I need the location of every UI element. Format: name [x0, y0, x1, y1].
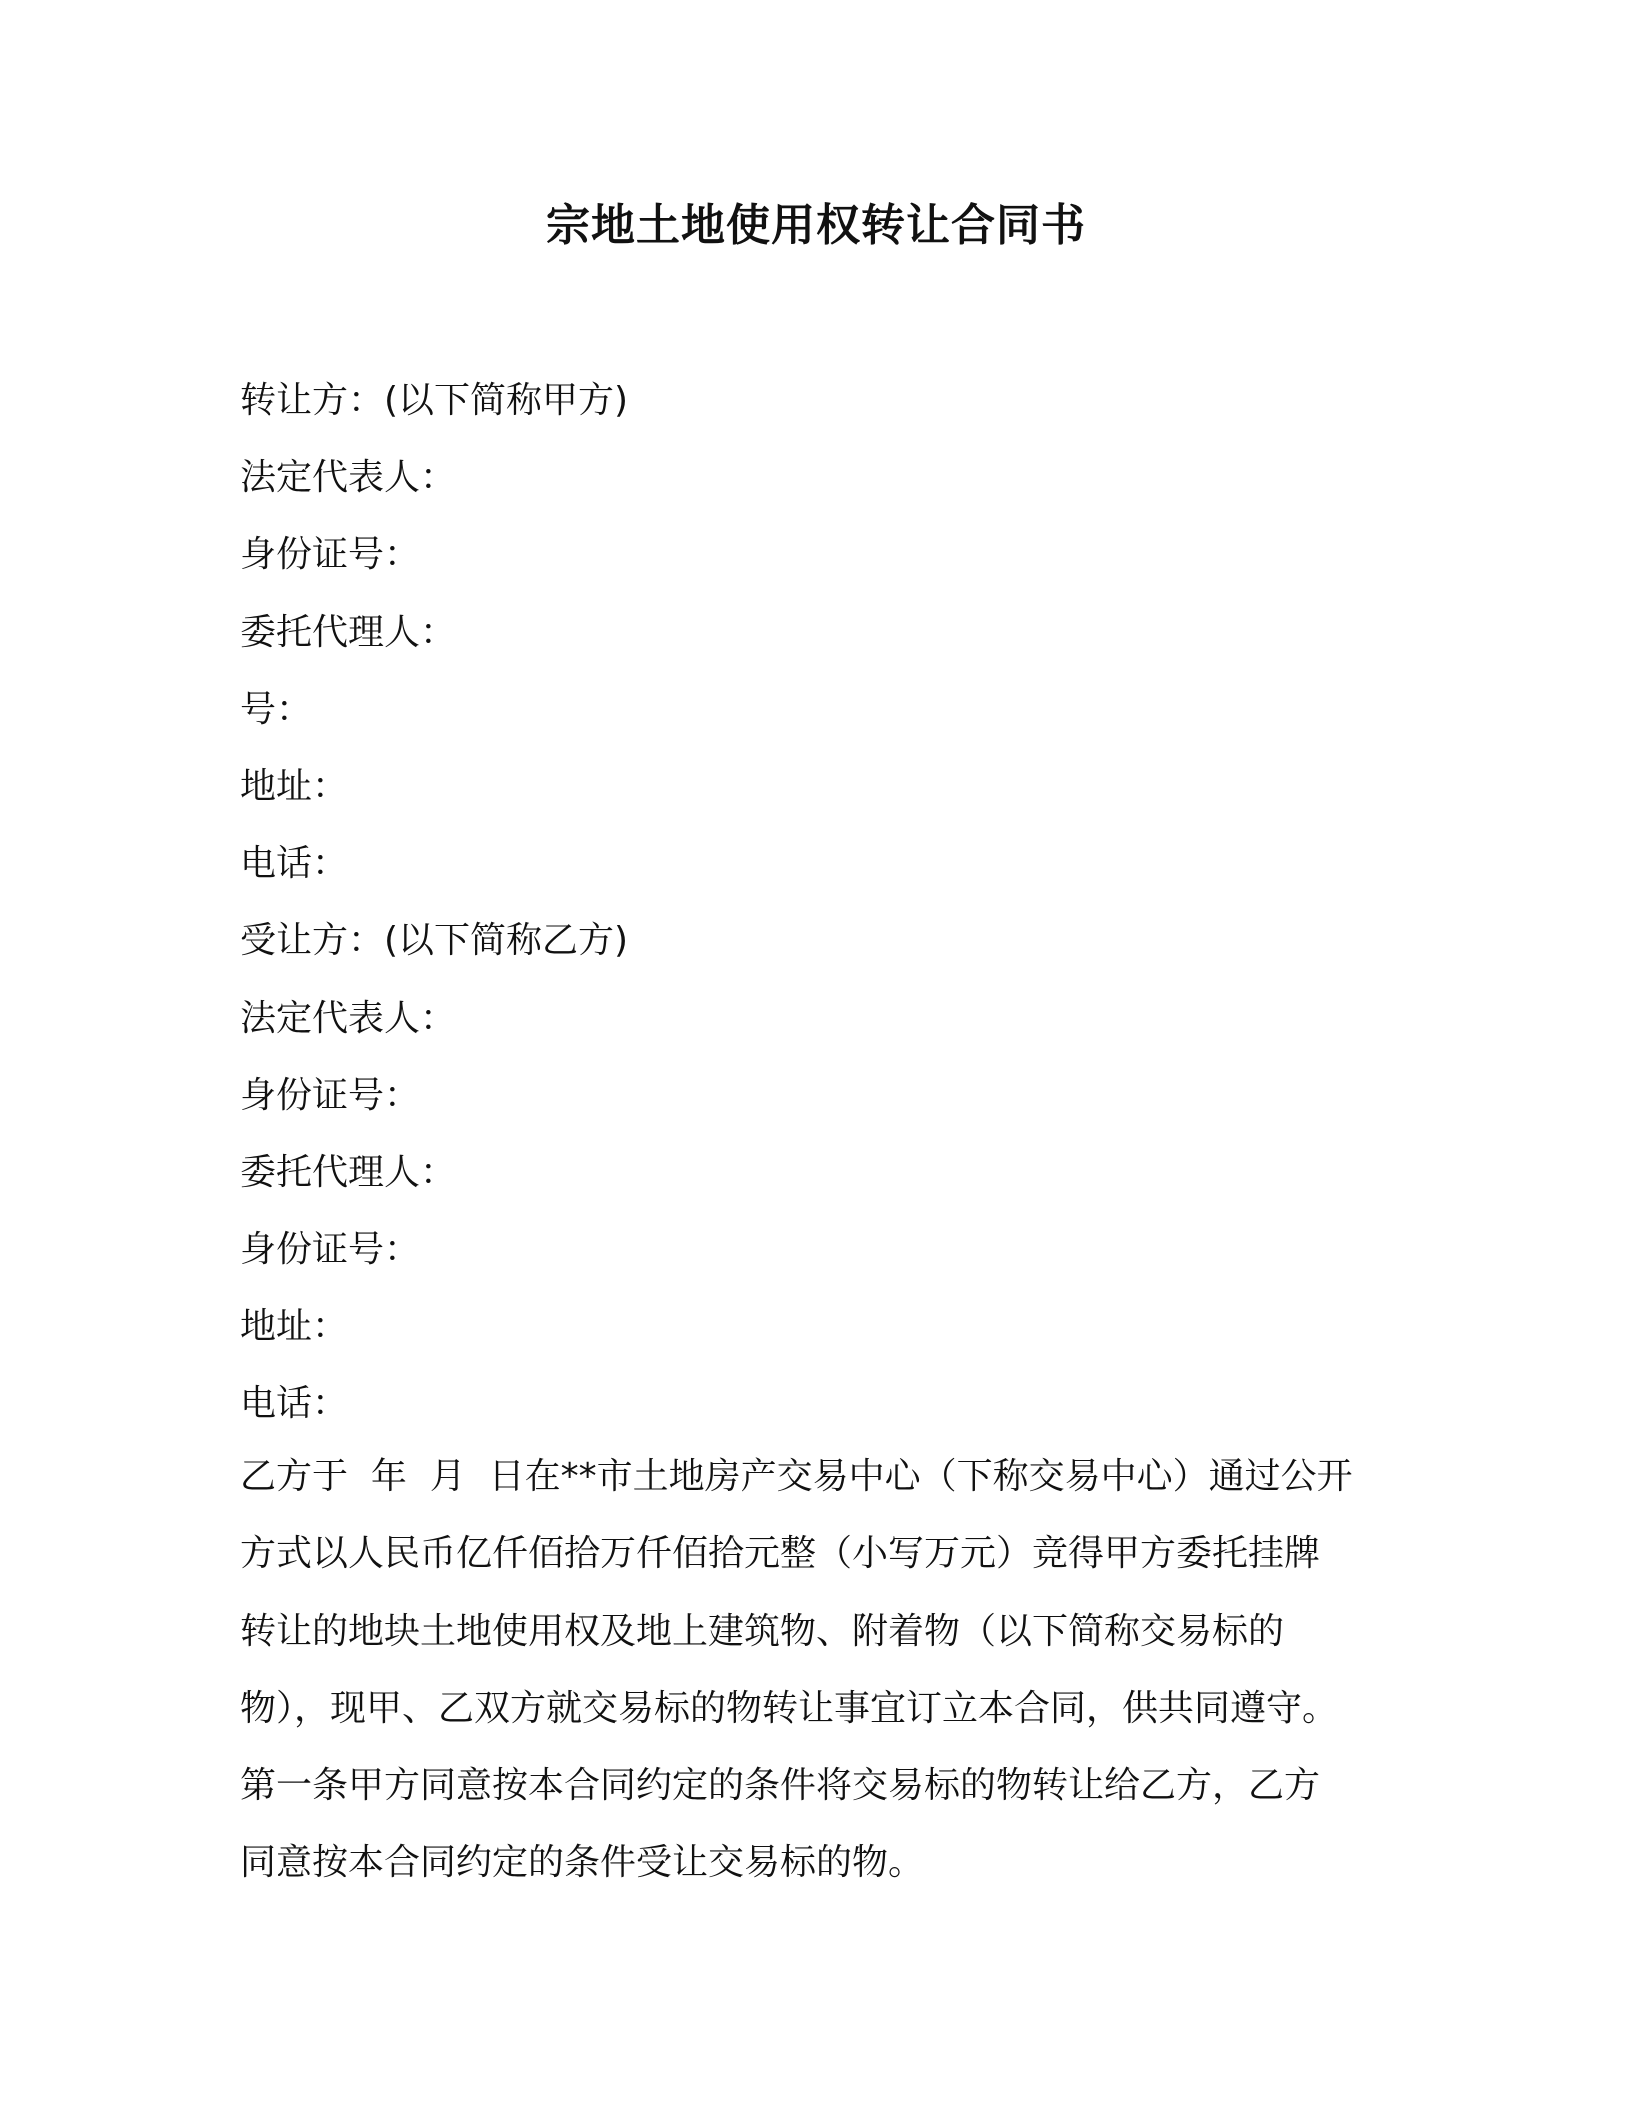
field-line-transferor-agent: 委托代理人： — [240, 611, 457, 653]
field-line-transferee: 受让方：(以下简称乙方) — [240, 920, 629, 962]
field-line-transferee-agent: 委托代理人： — [240, 1151, 457, 1193]
field-line-transferee-id: 身份证号： — [240, 1074, 421, 1116]
field-line-transferor-number: 号： — [240, 688, 313, 730]
field-line-transferee-agent-id: 身份证号： — [240, 1229, 421, 1271]
body-line: 物），现甲、乙双方就交易标的物转让事宜订立本合同，供共同遵守。 — [240, 1687, 1339, 1729]
contract-body — [240, 1438, 1390, 1902]
document-title: 宗地土地使用权转让合同书 — [546, 200, 1086, 251]
field-line-transferor-legal-rep: 法定代表人： — [240, 457, 457, 499]
field-line-transferee-phone: 电话： — [240, 1383, 349, 1425]
body-line: 方式以人民币亿仟佰拾万仟佰拾元整（小写万元）竞得甲方委托挂牌 — [240, 1533, 1321, 1575]
party-fields — [240, 362, 1400, 1443]
field-line-transferor-phone: 电话： — [240, 843, 349, 885]
body-line: 第一条甲方同意按本合同约定的条件将交易标的物转让给乙方，乙方 — [240, 1765, 1321, 1807]
field-line-transferor-id: 身份证号： — [240, 534, 421, 576]
field-line-transferor: 转让方：(以下简称甲方) — [240, 380, 629, 421]
field-line-transferee-address: 地址： — [240, 1306, 349, 1348]
body-line: 转让的地块土地使用权及地上建筑物、附着物（以下简称交易标的 — [240, 1610, 1285, 1652]
field-line-transferee-legal-rep: 法定代表人： — [240, 997, 457, 1039]
field-line-transferor-address: 地址： — [240, 765, 349, 807]
body-line: 乙方于 年 月 日在**市土地房产交易中心（下称交易中心）通过公开 — [240, 1456, 1353, 1497]
body-line: 同意按本合同约定的条件受让交易标的物。 — [240, 1842, 925, 1884]
